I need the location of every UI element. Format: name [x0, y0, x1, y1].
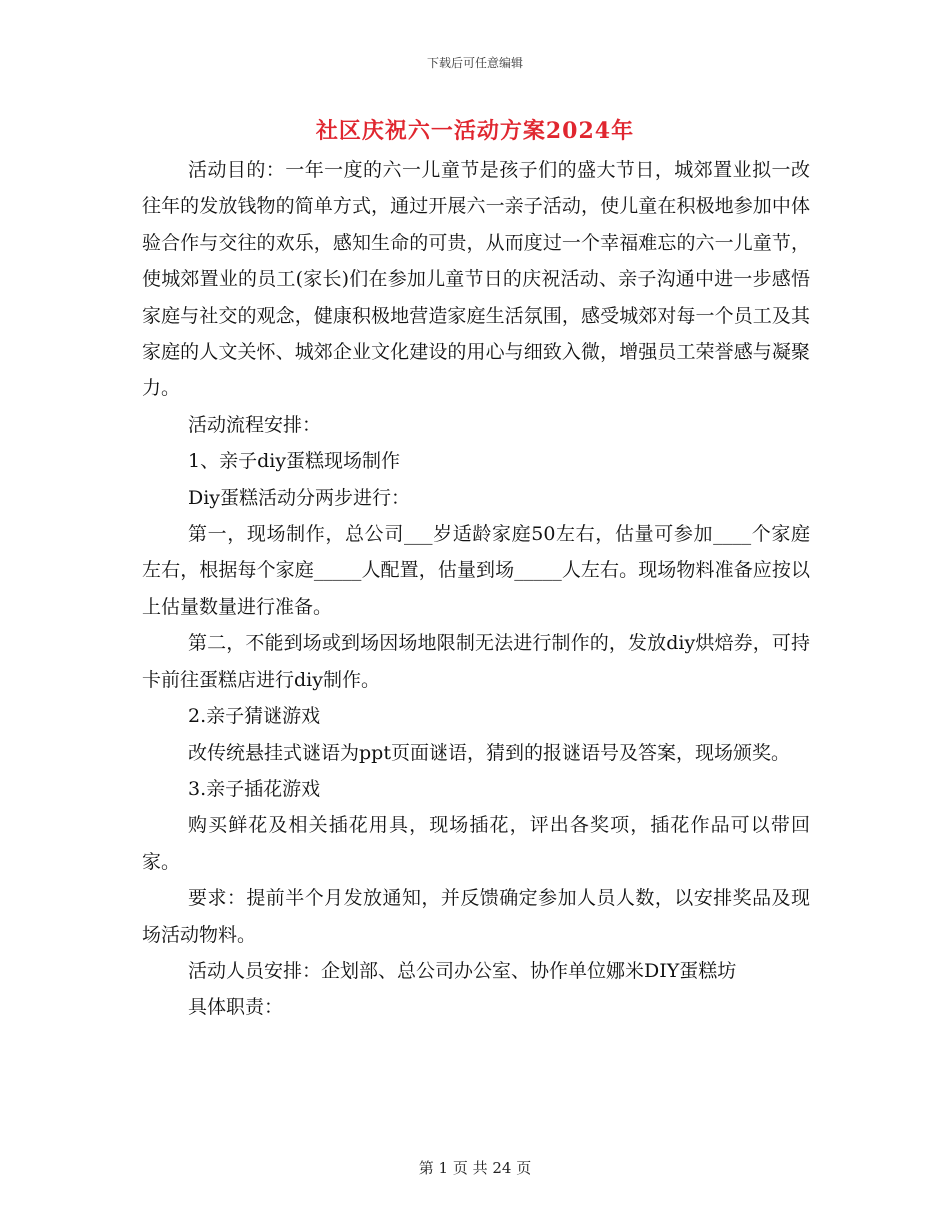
page-header: 下载后可任意编辑: [426, 56, 523, 70]
paragraph-purpose: 活动目的：一年一度的六一儿童节是孩子们的盛大节日，城郊置业拟一改往年的发放钱物的简单方式，通过开展六一亲子活动，使儿童在积极地参加中体验合作与交往的欢乐，感知生命的可贵，从而度过一个幸福难忘的六一儿童节，使城郊置业的员工(家长)们在参加儿童节日的庆祝活动、亲子沟通中进一步感悟家庭与社交的观念，健康积极地营造家庭生活氛围，感受城郊对每一个员工及其家庭的人文关怀、城郊企业文化建设的用心与细致入微，增强员工荣誉感与凝聚力。: [142, 159, 810, 400]
paragraph-diy-steps: Diy蛋糕活动分两步进行：: [188, 486, 411, 509]
document-title: 社区庆祝六一活动方案2024年: [315, 118, 635, 144]
paragraph-process-heading: 活动流程安排：: [188, 413, 322, 436]
paragraph-requirements: 要求：提前半个月发放通知，并反馈确定参加人员人数，以安排奖品及现场活动物料。: [142, 887, 810, 946]
paragraph-riddle-detail: 改传统悬挂式谜语为ppt页面谜语，猜到的报谜语号及答案，现场颁奖。: [188, 741, 790, 764]
paragraph-duties: 具体职责：: [188, 996, 284, 1019]
paragraph-item-2-heading: 2.亲子猜谜游戏: [188, 705, 321, 728]
page-footer: 第 1 页 共 24 页: [418, 1159, 532, 1177]
paragraph-item-1-heading: 1、亲子diy蛋糕现场制作: [188, 450, 401, 473]
paragraph-staff: 活动人员安排：企划部、总公司办公室、协作单位娜米DIY蛋糕坊: [188, 959, 737, 982]
paragraph-step-one: 第一，现场制作，总公司___岁适龄家庭50左右，估量可参加____个家庭左右，根据每个家庭_____人配置，估量到场_____人左右。现场物料准备应按以上估量数量进行准备。: [142, 523, 810, 618]
paragraph-item-3-heading: 3.亲子插花游戏: [188, 777, 321, 800]
paragraph-step-two: 第二，不能到场或到场因场地限制无法进行制作的，发放diy烘焙券，可持卡前往蛋糕店进行diy制作。: [142, 632, 810, 691]
paragraph-flower-detail: 购买鲜花及相关插花用具，现场插花，评出各奖项，插花作品可以带回家。: [142, 814, 810, 873]
document-body: [142, 152, 810, 1026]
